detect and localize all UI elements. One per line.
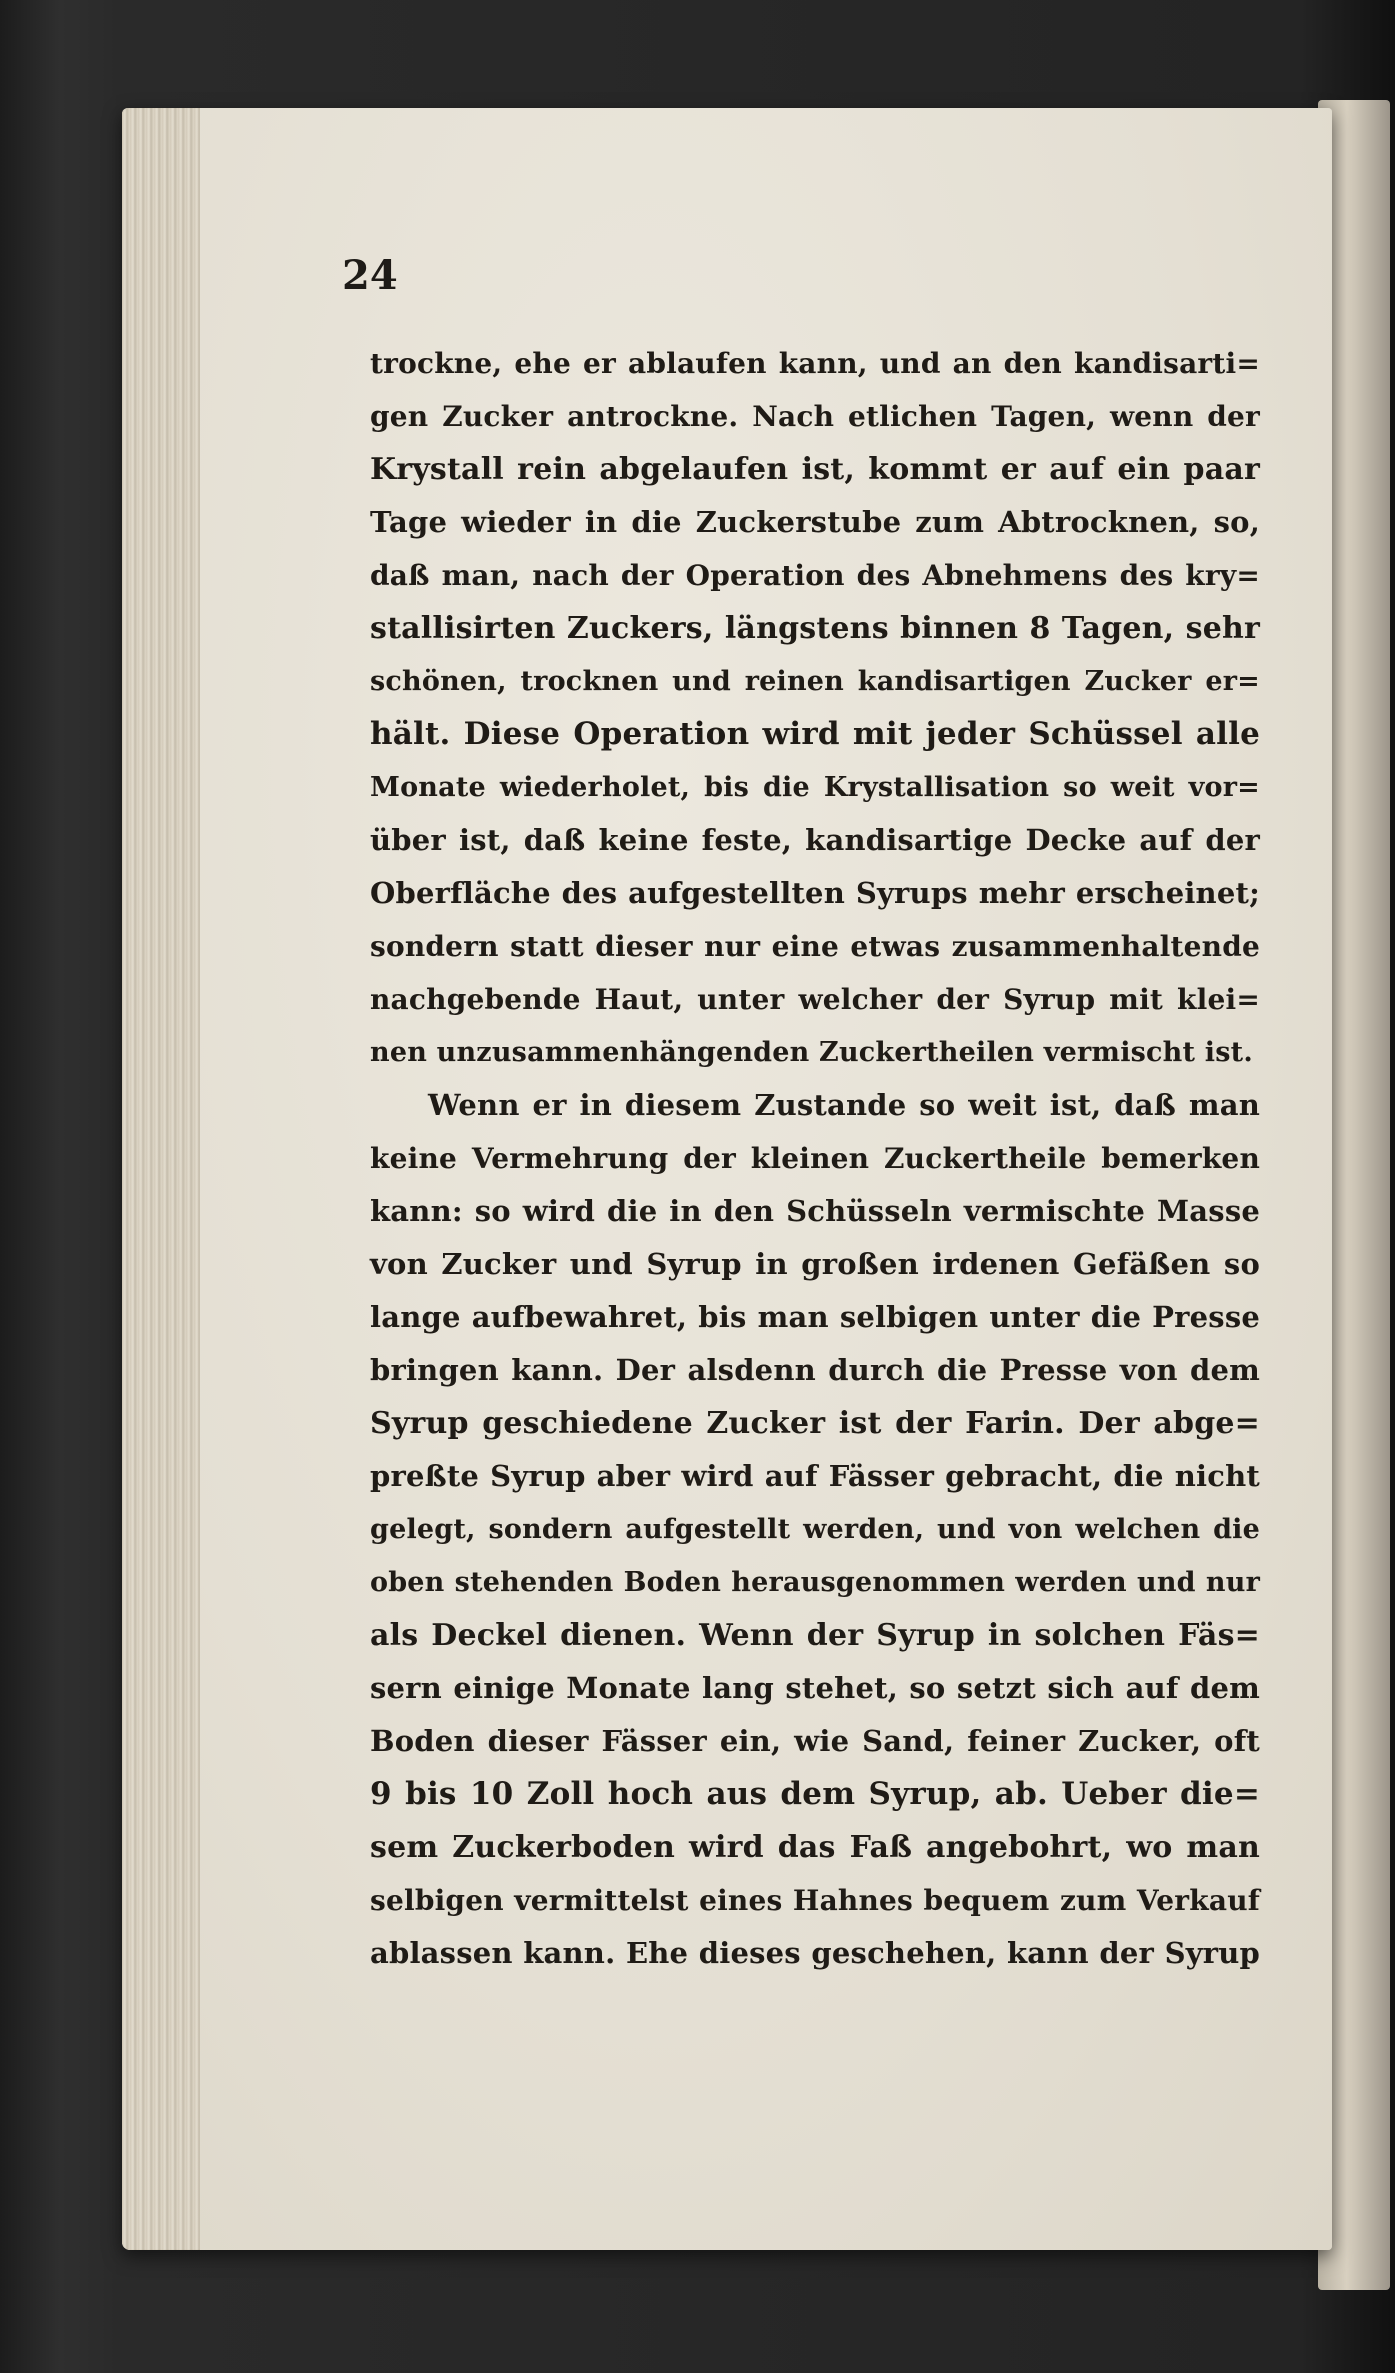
body-text [370, 337, 1260, 1980]
text-line: preßte Syrup aber wird auf Fässer gebracht, die nicht [370, 1459, 1260, 1493]
text-line: als Deckel dienen. Wenn der Syrup in solchen Fäs= [370, 1618, 1260, 1653]
text-line: keine Vermehrung der kleinen Zuckertheile bemerken [370, 1142, 1260, 1175]
text-line: über ist, daß keine feste, kandisartige Decke auf der [370, 823, 1260, 857]
text-line: oben stehenden Boden herausgenommen werden und nur [370, 1567, 1260, 1598]
text-line: Boden dieser Fässer ein, wie Sand, feiner Zucker, oft [370, 1724, 1260, 1758]
text-line: sem Zuckerboden wird das Faß angebohrt, wo man [370, 1830, 1260, 1865]
text-line: sondern statt dieser nur eine etwas zusammenhaltende [370, 930, 1260, 963]
text-line: Monate wiederholet, bis die Krystallisation so weit vor= [370, 772, 1260, 803]
text-line: Syrup geschiedene Zucker ist der Farin. Der abge= [370, 1406, 1260, 1441]
text-line: nachgebende Haut, unter welcher der Syrup mit klei= [370, 983, 1260, 1016]
text-line: selbigen vermittelst eines Hahnes bequem zum Verkauf [370, 1884, 1260, 1917]
text-line: 9 bis 10 Zoll hoch aus dem Syrup, ab. Ueber die= [370, 1776, 1260, 1812]
text-line: Oberfläche des aufgestellten Syrups mehr erscheinet; [370, 876, 1260, 910]
text-line: stallisirten Zuckers, längstens binnen 8 Tagen, sehr [370, 611, 1260, 646]
text-line: ablassen kann. Ehe dieses geschehen, kann der Syrup [370, 1936, 1260, 1970]
text-line: Tage wieder in die Zuckerstube zum Abtrocknen, so, [370, 505, 1260, 539]
text-line: nen unzusammenhängenden Zuckertheilen vermischt ist. [370, 1037, 1253, 1068]
text-line: daß man, nach der Operation des Abnehmens des kry= [370, 559, 1260, 592]
text-line: trockne, ehe er ablaufen kann, und an den kandisarti= [370, 347, 1260, 380]
text-line: von Zucker und Syrup in großen irdenen Gefäßen so [370, 1247, 1260, 1281]
text-line: Wenn er in diesem Zustande so weit ist, daß man [428, 1088, 1260, 1122]
text-line: gen Zucker antrockne. Nach etlichen Tagen, wenn der [370, 400, 1260, 433]
text-line: kann: so wird die in den Schüsseln vermischte Masse [370, 1194, 1260, 1228]
page-leaves-edge [122, 108, 200, 2250]
text-line: gelegt, sondern aufgestellt werden, und von welchen die [370, 1514, 1260, 1545]
text-line: sern einige Monate lang stehet, so setzt sich auf dem [370, 1671, 1260, 1705]
page-number: 24 [342, 252, 398, 299]
text-line: bringen kann. Der alsdenn durch die Presse von dem [370, 1353, 1260, 1387]
text-line: lange aufbewahret, bis man selbigen unter die Presse [370, 1300, 1260, 1334]
text-line: Krystall rein abgelaufen ist, kommt er auf ein paar [370, 452, 1260, 487]
text-line: schönen, trocknen und reinen kandisartigen Zucker er= [370, 666, 1260, 697]
text-line: hält. Diese Operation wird mit jeder Schüssel alle [370, 716, 1260, 752]
